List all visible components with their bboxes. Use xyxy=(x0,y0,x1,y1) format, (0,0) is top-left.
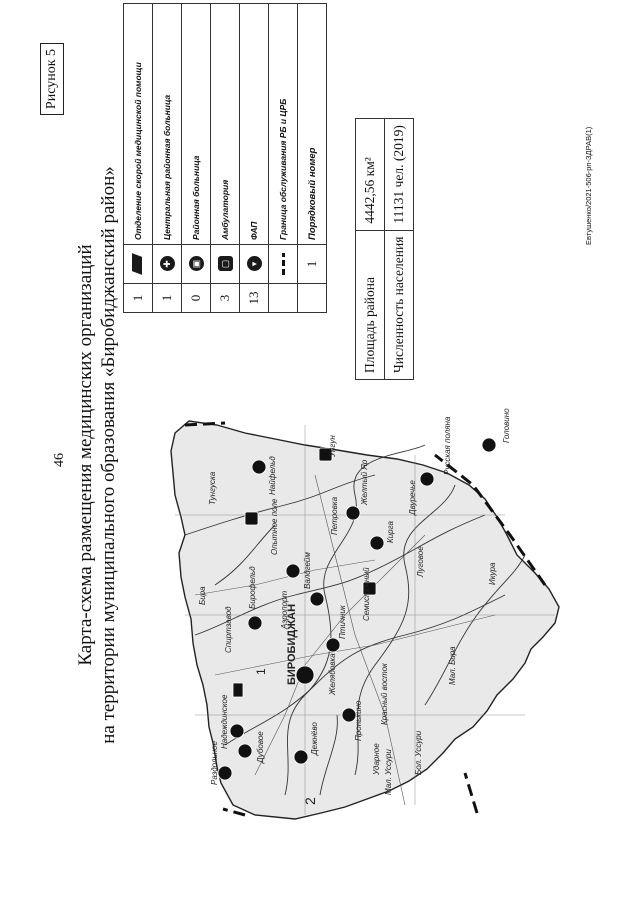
legend-row xyxy=(153,4,182,313)
place-label: Головино xyxy=(502,408,511,443)
legend-count: 13 xyxy=(240,284,269,313)
legend-table xyxy=(123,3,327,313)
area-value: 4442,56 км² xyxy=(356,119,385,230)
boundary-line-icon xyxy=(269,245,298,284)
central-hospital-marker xyxy=(296,666,314,684)
place-label: Спиртзавод xyxy=(224,606,233,653)
page-number: 46 xyxy=(52,453,67,467)
legend-row xyxy=(182,4,211,313)
place-label: Красный восток xyxy=(380,663,389,725)
fap-marker xyxy=(310,592,324,606)
place-label: Аэропорт xyxy=(280,590,289,629)
place-label: Желябовка xyxy=(328,653,337,695)
legend-row xyxy=(269,4,298,313)
legend-count: 1 xyxy=(124,284,153,313)
ambulance-icon xyxy=(124,245,153,284)
place-label: Надеждинское xyxy=(220,694,229,749)
river-label: Икура xyxy=(488,562,497,585)
fap-marker xyxy=(370,536,384,550)
outpatient-clinic-icon: ▢ xyxy=(211,245,240,284)
fap-marker xyxy=(248,616,262,630)
legend-label: ФАП xyxy=(240,4,269,245)
place-label: Пронькино xyxy=(354,700,363,741)
feldsher-station-icon: ▾ xyxy=(240,245,269,284)
legend-label: Амбулатория xyxy=(211,4,240,245)
fap-marker xyxy=(326,638,340,652)
fap-marker xyxy=(286,564,300,578)
place-label: Раздольное xyxy=(210,741,219,785)
population-value: 11131 чел. (2019) xyxy=(385,119,414,230)
route-number: 2 xyxy=(302,797,318,805)
place-label: Русская поляна xyxy=(443,416,452,475)
place-label: Унгун xyxy=(328,435,337,457)
district-stats-table xyxy=(355,118,414,380)
legend-label: Центральная районная больница xyxy=(153,4,182,245)
legend-count: 0 xyxy=(182,284,211,313)
place-label: Луговое xyxy=(416,546,425,577)
stats-row xyxy=(356,119,385,380)
legend-row xyxy=(298,4,327,313)
legend-label: Районная больница xyxy=(182,4,211,245)
legend-count xyxy=(298,284,327,313)
city-label: БИРОБИДЖАН xyxy=(286,603,298,685)
legend-label: Порядковый номер xyxy=(298,4,327,245)
river-label: Мал. Уссури xyxy=(384,749,393,795)
district-map xyxy=(105,395,585,835)
fap-marker xyxy=(218,766,232,780)
river-label: Тунгуска xyxy=(208,471,217,505)
legend-label: Отделение скорой медицинской помощи xyxy=(124,4,153,245)
place-label: Валдгейм xyxy=(303,552,312,589)
place-label: Кирга xyxy=(386,521,395,543)
district-hospital-icon: ▣ xyxy=(182,245,211,284)
legend-count: 3 xyxy=(211,284,240,313)
place-label: Опытное поле xyxy=(270,498,279,555)
river-label: Бол. Уссури xyxy=(414,730,423,775)
stats-row xyxy=(385,119,414,380)
central-hospital-icon: ✚ xyxy=(153,245,182,284)
title-line-1: Карта-схема размещения медицинских организаций xyxy=(75,244,96,666)
ambulance-marker xyxy=(233,683,243,697)
place-label: Петровка xyxy=(330,496,339,535)
fap-marker xyxy=(238,744,252,758)
place-label: Бирофельд xyxy=(248,566,257,609)
figure-label: Рисунок 5 xyxy=(40,43,64,115)
area-label: Площадь района xyxy=(356,230,385,379)
place-label: Ударное xyxy=(372,743,381,775)
place-label: Дежнёво xyxy=(310,722,319,755)
fap-marker xyxy=(482,438,496,452)
fap-marker xyxy=(252,460,266,474)
fap-marker xyxy=(346,506,360,520)
legend-label: Граница обслуживания РБ и ЦРБ xyxy=(269,4,298,245)
place-label: Дубовое xyxy=(256,731,265,763)
title-line-2: на территории муниципального образования «Биробиджанский район» xyxy=(98,166,119,744)
population-label: Численность населения xyxy=(385,230,414,379)
legend-row xyxy=(240,4,269,313)
place-label: Семисточный xyxy=(362,567,371,621)
route-number: 1 xyxy=(254,668,268,675)
legend-row xyxy=(211,4,240,313)
outpatient-marker xyxy=(245,512,258,525)
place-label: Двуречье xyxy=(408,480,417,515)
fap-marker xyxy=(230,724,244,738)
place-label: Птичник xyxy=(338,605,347,639)
document-footer: Евтушенко/2021-506-рп-ЗДРАВ(1) xyxy=(584,126,593,245)
place-label: Желтый Яр xyxy=(360,459,369,505)
river-label: Мал. Бира xyxy=(448,646,457,685)
fap-marker xyxy=(294,750,308,764)
fap-marker xyxy=(420,472,434,486)
ordinal-sample: 1 xyxy=(298,245,327,284)
legend-count: 1 xyxy=(153,284,182,313)
legend-row xyxy=(124,4,153,313)
river-label: Бира xyxy=(198,586,207,605)
legend-count xyxy=(269,284,298,313)
place-label: Найфельд xyxy=(268,456,277,495)
